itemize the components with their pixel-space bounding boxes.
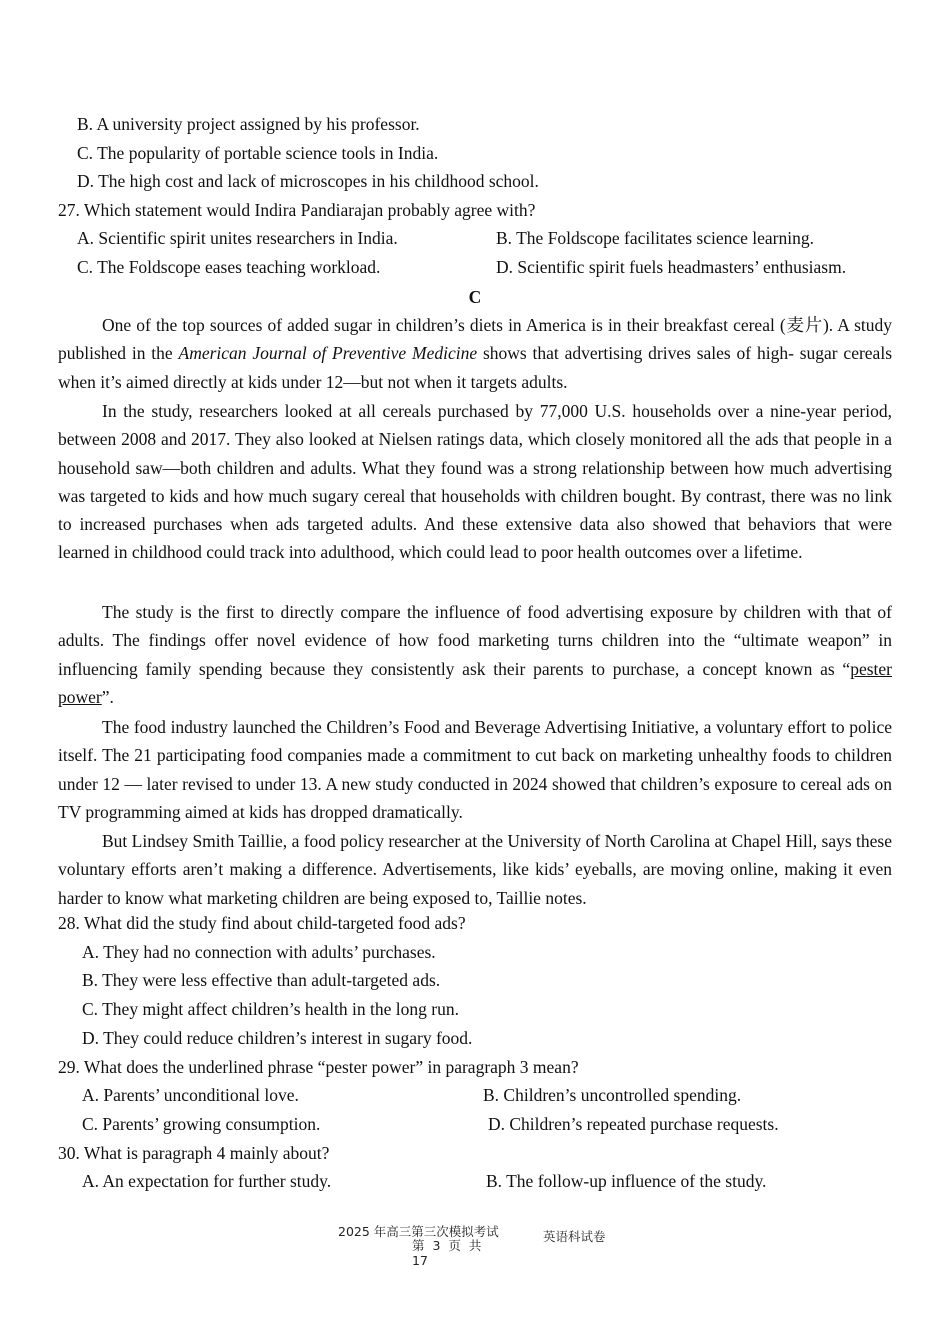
q28-stem: 28. What did the study find about child-targeted food ads? (58, 913, 466, 933)
paragraph-text: One of the top sources of added sugar in children’s diets in America is in their breakfast cereal (麦片). A study published in the (58, 315, 892, 364)
passage-paragraph-1 (58, 311, 892, 396)
passage-paragraph-2: In the study, researchers looked at all cereals purchased by 77,000 U.S. households over a nine-year period, between 2008 and 2017. They also looked at Nielsen ratings data, which closely monitored all the ads that people in a household saw—both children and adults. What they found was a strong relationship between how much advertising was targeted to kids and how much sugary cereal that households with children bought. By contrast, there was no link to increased purchases when ads targeted adults. And these extensive data also showed that behaviors that were learned in childhood could track into adulthood, which could lead to poor health outcomes over a lifetime. (58, 401, 892, 563)
q26-option-b: B. A university project assigned by his professor. (77, 114, 420, 134)
q27-option-c: C. The Foldscope eases teaching workload. (77, 257, 381, 277)
q27-stem: 27. Which statement would Indira Pandiarajan probably agree with? (58, 200, 536, 220)
q30-option-b: B. The follow-up influence of the study. (486, 1171, 767, 1191)
footer-exam-title: 2025 年高三第三次模拟考试 (338, 1224, 499, 1239)
q28-option-d: D. They could reduce children’s interest in sugary food. (82, 1028, 473, 1048)
footer-total-pages: 17 (412, 1253, 428, 1268)
section-heading: C (468, 287, 482, 307)
q27-option-d: D. Scientific spirit fuels headmasters’ enthusiasm. (496, 257, 847, 277)
q28-option-b: B. They were less effective than adult-targeted ads. (82, 970, 441, 990)
footer-page-info: 第 3 页 共 (412, 1238, 484, 1253)
q26-option-d: D. The high cost and lack of microscopes in his childhood school. (77, 171, 539, 191)
q29-option-c: C. Parents’ growing consumption. (82, 1114, 321, 1134)
passage-paragraph-5: But Lindsey Smith Taillie, a food policy researcher at the University of North Carolina at Chapel Hill, says these voluntary efforts aren’t making a difference. Advertisements, like kids’ eyeballs, are moving online, making it even harder to know what marketing children are being exposed to, Taillie notes. (58, 831, 892, 908)
underlined-phrase: pester power (58, 658, 892, 707)
passage-paragraph-3 (58, 598, 892, 711)
q29-option-a: A. Parents’ unconditional love. (82, 1085, 299, 1105)
paragraph-text: The study is the first to directly compare the influence of food advertising exposure by children with that of adults. The findings offer novel evidence of how food marketing turns children into the “ultimate weapon” in influencing family spending because they consistently ask their parents to purchase, a concept known as “ (58, 602, 892, 679)
q28-option-c: C. They might affect children’s health in the long run. (82, 999, 459, 1019)
q30-option-a: A. An expectation for further study. (82, 1171, 332, 1191)
q26-option-c: C. The popularity of portable science tools in India. (77, 143, 439, 163)
journal-title: American Journal of Preventive Medicine (178, 343, 478, 364)
q29-option-b: B. Children’s uncontrolled spending. (483, 1085, 742, 1105)
q29-stem: 29. What does the underlined phrase “pester power” in paragraph 3 mean? (58, 1057, 579, 1077)
footer-subject: 英语科试卷 (543, 1229, 606, 1244)
paragraph-text: ”. (101, 686, 114, 707)
paragraph-text: shows that advertising drives sales of high- sugar cereals when it’s aimed directly at kids under 12—but not when it targets adults. (58, 343, 892, 392)
q29-option-d: D. Children’s repeated purchase requests. (488, 1114, 779, 1134)
q28-option-a: A. They had no connection with adults’ purchases. (82, 942, 436, 962)
passage-paragraph-4: The food industry launched the Children’s Food and Beverage Advertising Initiative, a voluntary effort to police itself. The 21 participating food companies made a commitment to cut back on marketing unhealthy foods to children under 12 — later revised to under 13. A new study conducted in 2024 showed that children’s exposure to cereal ads on TV programming aimed at kids has dropped dramatically. (58, 717, 892, 822)
q27-option-b: B. The Foldscope facilitates science learning. (496, 228, 814, 248)
q30-stem: 30. What is paragraph 4 mainly about? (58, 1143, 330, 1163)
q27-option-a: A. Scientific spirit unites researchers in India. (77, 228, 398, 248)
